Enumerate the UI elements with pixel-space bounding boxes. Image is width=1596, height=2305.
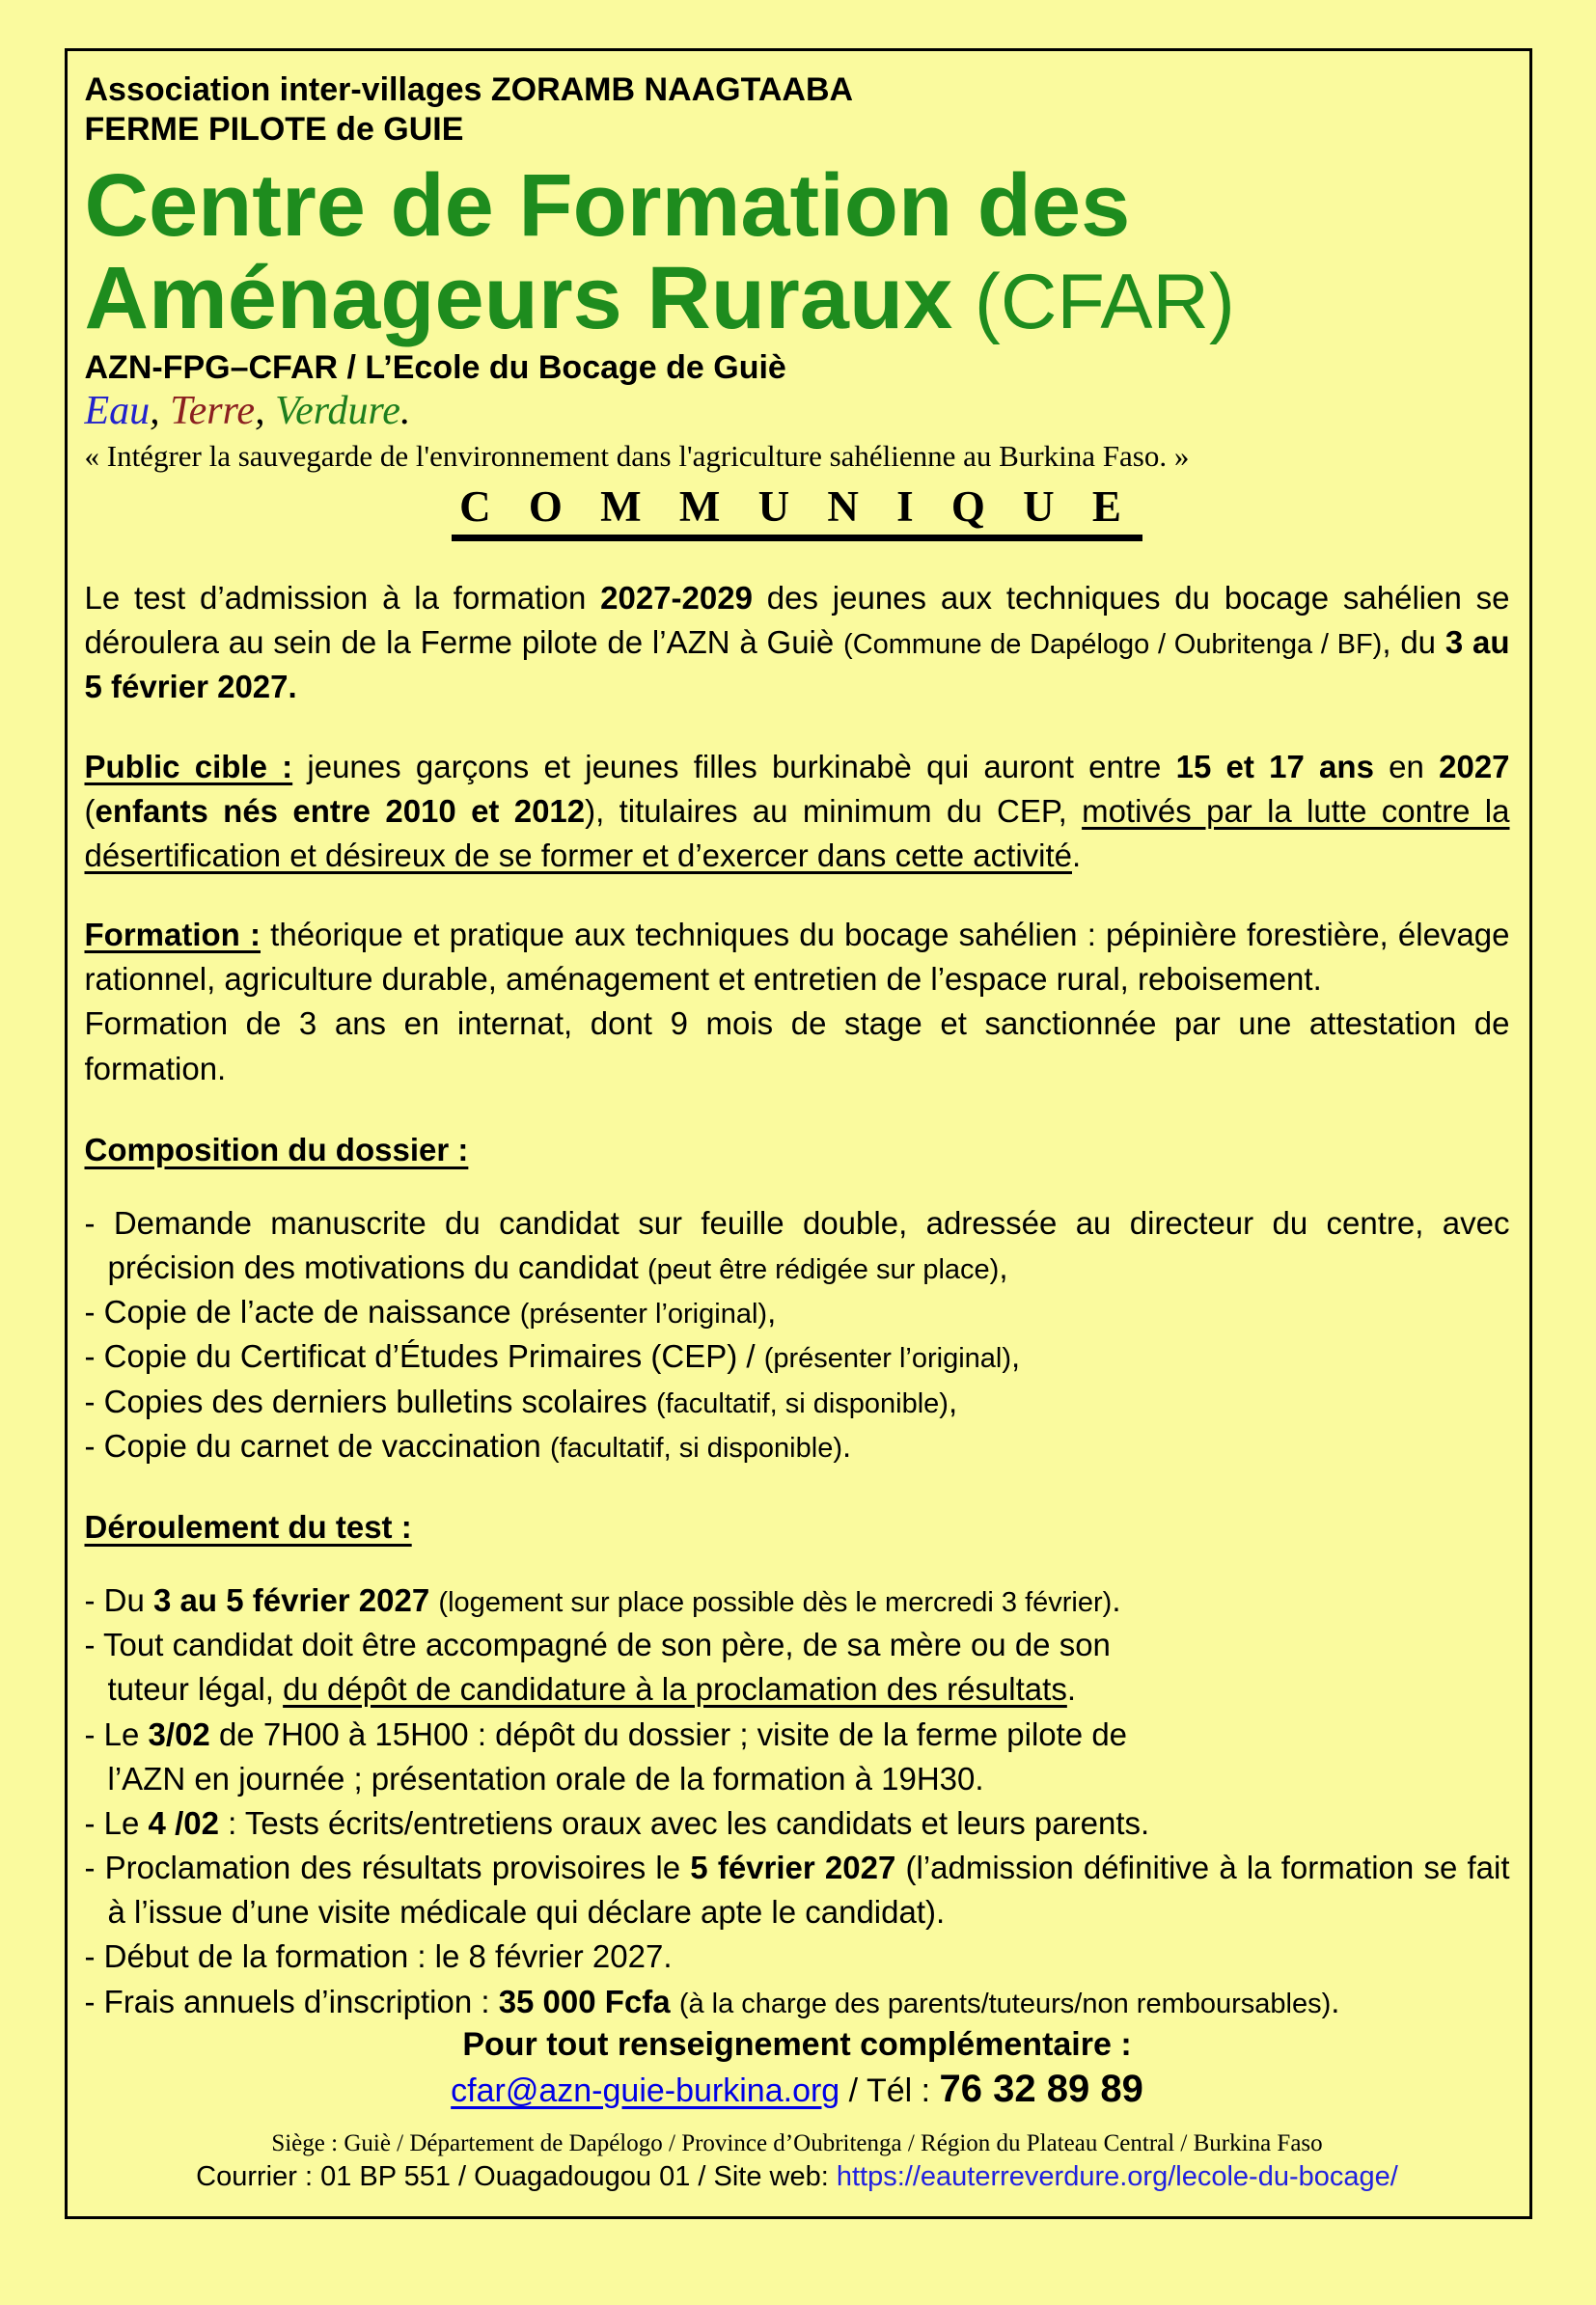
- page-title-line2: [84, 249, 1510, 348]
- org-block: [85, 70, 1510, 150]
- contact-heading: Pour tout renseignement complémentaire :: [462, 2025, 1132, 2063]
- list-item: - Demande manuscrite du candidat sur feuille double, adressée au directeur du centre, avec précision des motivations du candidat (peut être rédigée sur place),: [84, 1204, 1510, 1286]
- page-title-main: Aménageurs Ruraux: [84, 249, 953, 348]
- communique-heading-row: [85, 481, 1510, 541]
- communique-heading: C O M M U N I Q U E: [452, 481, 1142, 541]
- contact-email-link[interactable]: cfar@azn-guie-burkina.org: [451, 2072, 840, 2109]
- contact-separator: / Tél :: [839, 2072, 940, 2109]
- list-item: - Frais annuels d’inscription : 35 000 Fcfa (à la charge des parents/tuteurs/non remboursables).: [84, 1983, 1340, 2019]
- org-name-line2: FERME PILOTE de GUIE: [84, 110, 464, 148]
- list-item: - Copie du carnet de vaccination (facultatif, si disponible).: [84, 1427, 852, 1464]
- intro-paragraph: Le test d’admission à la formation 2027-2029 des jeunes aux techniques du bocage sahélien se déroulera au sein de la Ferme pilote de l’AZN à Guiè (Commune de Dapélogo / Oubritenga / BF), du 3 au 5 février 2027.: [84, 579, 1510, 705]
- org-name-line1: Association inter-villages ZORAMB NAAGTAABA: [84, 71, 854, 108]
- list-item: - Proclamation des résultats provisoires le 5 février 2027 (l’admission définitive à la formation se fait à l’issue d’une visite médicale qui déclare apte le candidat).: [84, 1850, 1510, 1931]
- list-item: - Le 3/02 de 7H00 à 15H00 : dépôt du dossier ; visite de la ferme pilote de l’AZN en journée ; présentation orale de la formation à 19H30.: [84, 1715, 1128, 1797]
- page-title-line1: Centre de Formation des: [84, 155, 1131, 255]
- formation-paragraph-2: Formation de 3 ans en internat, dont 9 mois de stage et sanctionnée par une attestation de formation.: [84, 1005, 1510, 1086]
- page-title-acronym: (CFAR): [952, 259, 1235, 346]
- public-cible-paragraph: Public cible : jeunes garçons et jeunes filles burkinabè qui auront entre 15 et 17 ans en 2027 (enfants nés entre 2010 et 2012), titulaires au minimum du CEP, motivés par la lutte contre la désertification et désireux de se former et d’exercer dans cette activité.: [84, 748, 1510, 873]
- page-title: [84, 155, 1510, 348]
- contact-line: [85, 2068, 1510, 2111]
- formation-paragraph-1: Formation : théorique et pratique aux techniques du bocage sahélien : pépinière forestière, élevage rationnel, agriculture durable, aménagement et entretien de l’espace rural, reboisement.: [84, 917, 1510, 998]
- footer-courier-text: Courrier : 01 BP 551 / Ouagadougou 01 / Site web:: [196, 2160, 837, 2192]
- deroulement-list: [85, 1578, 1510, 2024]
- footer-courier-line: [85, 2161, 1510, 2193]
- list-item: - Du 3 au 5 février 2027 (logement sur place possible dès le mercredi 3 février).: [84, 1581, 1121, 1618]
- composition-list: [85, 1201, 1510, 1468]
- list-item: - Copie de l’acte de naissance (présenter l’original),: [84, 1294, 777, 1331]
- list-item: - Début de la formation : le 8 février 2027.: [84, 1938, 673, 1975]
- list-item: - Copies des derniers bulletins scolaires (facultatif, si disponible),: [84, 1383, 958, 1419]
- footer-address: Siège : Guiè / Département de Dapélogo / Province d’Oubritenga / Région du Plateau Central / Burkina Faso: [271, 2129, 1323, 2156]
- footer: [85, 2130, 1510, 2193]
- list-item: - Le 4 /02 : Tests écrits/entretiens oraux avec les candidats et leurs parents.: [84, 1804, 1150, 1841]
- composition-heading: Composition du dossier :: [84, 1131, 469, 1167]
- contact-phone: 76 32 89 89: [939, 2067, 1143, 2110]
- list-item: - Copie du Certificat d’Études Primaires (CEP) / (présenter l’original),: [84, 1338, 1021, 1375]
- subtitle: AZN-FPG–CFAR / L’Ecole du Bocage de Guiè: [84, 348, 786, 386]
- deroulement-heading: Déroulement du test :: [84, 1508, 412, 1545]
- motto: Eau, Terre, Verdure.: [84, 388, 411, 433]
- quote: « Intégrer la sauvegarde de l'environnement dans l'agriculture sahélienne au Burkina Faso. »: [84, 438, 1190, 473]
- footer-website-link[interactable]: https://eauterreverdure.org/lecole-du-bocage/: [836, 2160, 1398, 2192]
- communique-document: [65, 48, 1532, 2219]
- list-item: - Tout candidat doit être accompagné de son père, de sa mère ou de son tuteur légal, du dépôt de candidature à la proclamation des résultats.: [84, 1627, 1111, 1708]
- formation-block: [85, 913, 1510, 1091]
